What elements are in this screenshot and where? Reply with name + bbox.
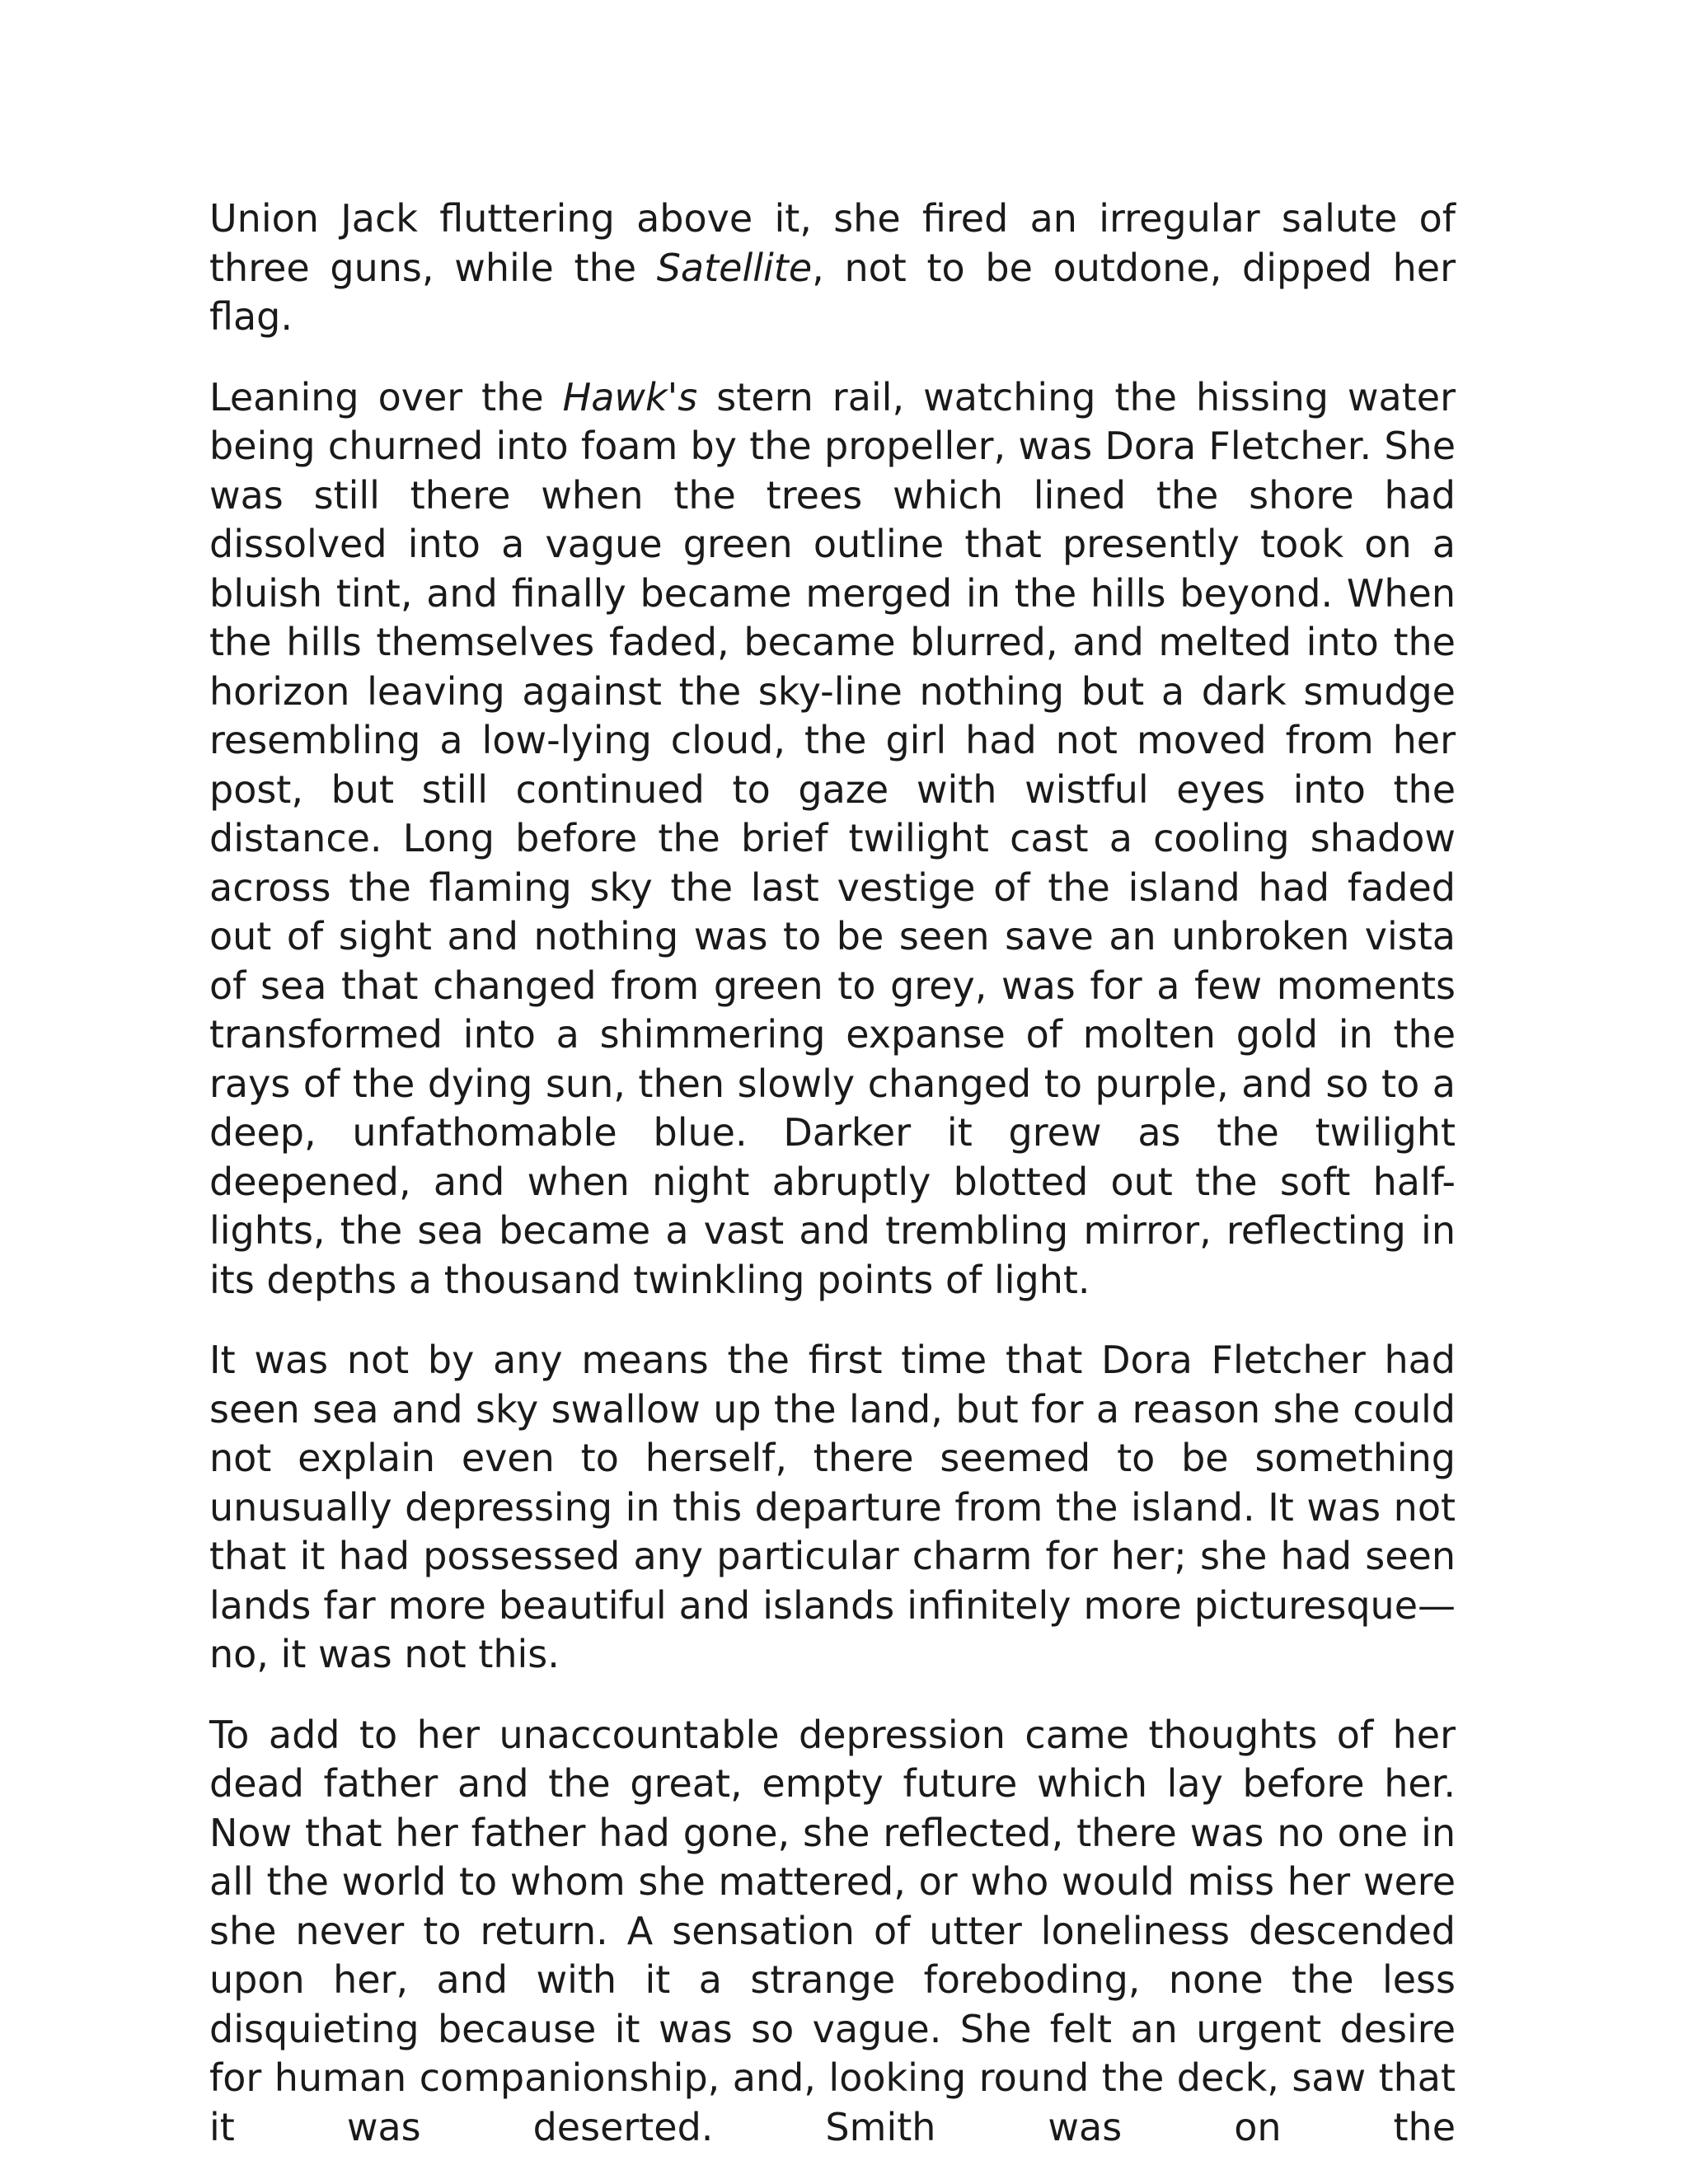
paragraph-1-italic-ship-name: Satellite: [656, 245, 813, 290]
document-page: [209, 194, 1456, 2183]
paragraph-3-text: It was not by any means the first time that Dora Fletcher had seen sea and sky swallow up the land, but for a reason she could not explain even to herself, there seemed to be something unusually depressing in this departure from the island. It was not that it had possessed any particular charm for her; she had seen lands far more beautiful and islands infinitely more picturesque—no, it was not this.: [209, 1338, 1456, 1676]
paragraph-1-text-1: Union Jack fluttering above it, she fired an irregular salute of three guns, while the: [209, 196, 1456, 290]
paragraph-1-text-2: , not to be outdone, dipped her flag.: [209, 245, 1456, 339]
paragraph-3: [209, 1336, 1456, 1680]
paragraph-4: [209, 1711, 1456, 2153]
paragraph-4-text: To add to her unaccountable depression came thoughts of her dead father and the great, empty future which lay before her. Now that her father had gone, she reflected, there was no one in all the world to whom she mattered, or who would miss her were she never to return. A sensation of utter loneliness descended upon her, and with it a strange foreboding, none the less disquieting because it was so vague. She felt an urgent desire for human companionship, and, looking round the deck, saw that it was deserted. Smith was on the: [209, 1712, 1456, 2149]
paragraph-2-text-1: Leaning over the: [209, 374, 563, 419]
paragraph-2-italic-ship-name: Hawk's: [562, 374, 698, 419]
paragraph-1: [209, 194, 1456, 342]
paragraph-2-text-2: stern rail, watching the hissing water being churned into foam by the propeller, was Dora Fletcher. She was still there when the trees which lined the shore had dissolved into a vague green outline that presently took on a bluish tint, and finally became merged in the hills beyond. When the hills themselves faded, became blurred, and melted into the horizon leaving against the sky-line nothing but a dark smudge resembling a low-lying cloud, the girl had not moved from her post, but still continued to gaze with wistful eyes into the distance. Long before the brief twilight cast a cooling shadow across the flaming sky the last vestige of the island had faded out of sight and nothing was to be seen save an unbroken vista of sea that changed from green to grey, was for a few moments transformed into a shimmering expanse of molten gold in the rays of the dying sun, then slowly changed to purple, and so to a deep, unfathomable blue. Darker it grew as the twilight deepened, and when night abruptly blotted out the soft half-lights, the sea became a vast and trembling mirror, reflecting in its depths a thousand twinkling points of light.: [209, 374, 1456, 1302]
paragraph-2: [209, 373, 1456, 1305]
